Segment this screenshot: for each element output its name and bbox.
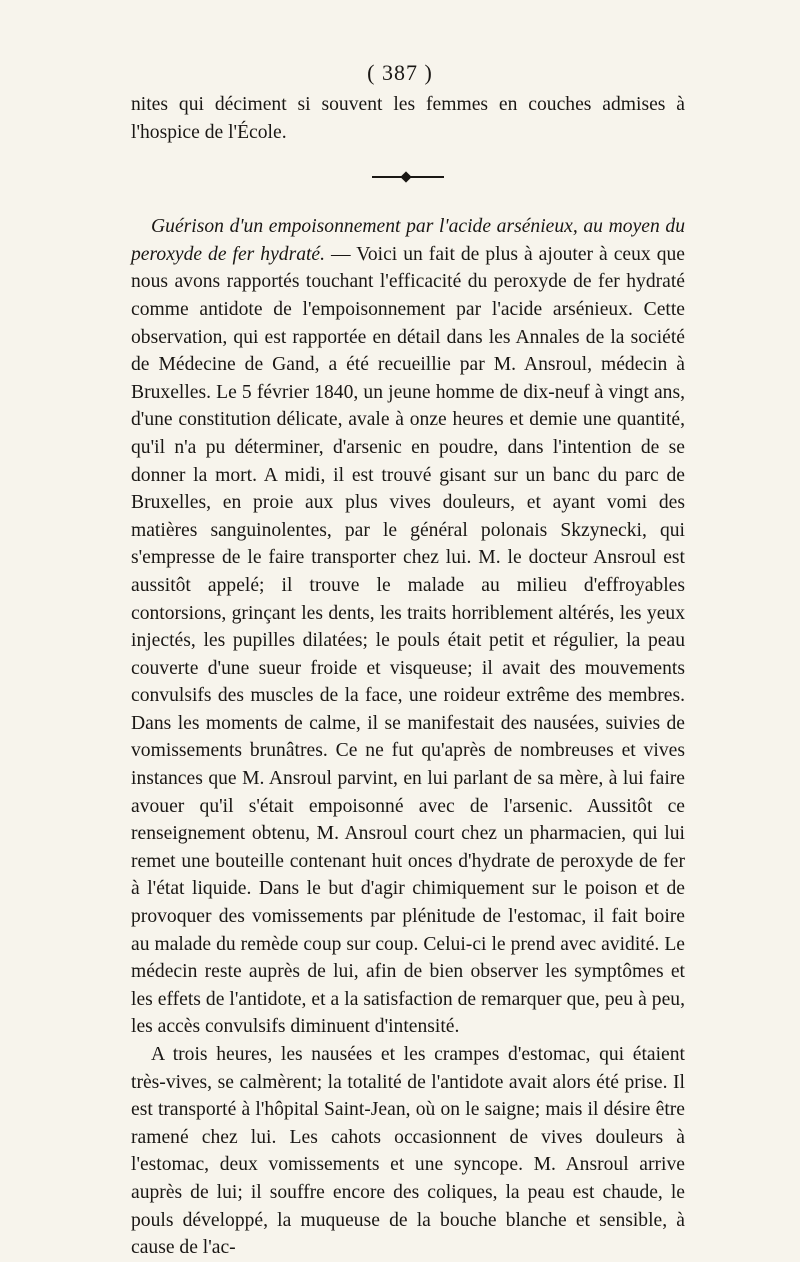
article-paragraph-1-text: Voici un fait de plus à ajouter à ceux que nous avons rapportés touchant l'efficacité du peroxyde de fer hydraté comme antidote de l'empoisonnement par l'acide arsénieux. Cette observation, qui est rapportée en détail dans les Annales de la société de Médecine de Gand, a été recueillie par M. Ansroul, médecin à Bruxelles. Le 5 février 1840, un jeune homme de dix-neuf à vingt ans, d'une constitution délicate, avale à onze heures et demie une quantité, qu'il n'a pu déterminer, d'arsenic en poudre, dans l'intention de se donner la mort. A midi, il est trouvé gisant sur un banc du parc de Bruxelles, en proie aux plus vives douleurs, et ayant vomi des matières sanguinolentes, par le général polonais Skzynecki, qui s'empresse de le faire transporter chez lui. M. le docteur Ansroul est aussitôt appelé; il trouve le malade au milieu d'effroyables contorsions, grinçant les dents, les traits horriblement altérés, les yeux injectés, les pupilles dilatées; le pouls était petit et régulier, la peau couverte d'une sueur froide et visqueuse; il avait des mouvements convulsifs des muscles de la face, une roideur extrême des membres. Dans les moments de calme, il se manifestait des nausées, suivies de vomissements brunâtres. Ce ne fut qu'après de nombreuses et vives instances que M. Ansroul parvint, en lui parlant de sa mère, à lui faire avouer qu'il s'était empoisonné avec de l'arsenic. Aussitôt ce renseignement obtenu, M. Ansroul court chez un pharmacien, qui lui remet une bouteille contenant huit onces d'hydrate de peroxyde de fer à l'état liquide. Dans le but d'agir chimiquement sur le poison et de provoquer des vomissements par plénitude de l'estomac, il fait boire au malade du remède coup sur coup. Celui-ci le prend avec avidité. Le médecin reste auprès de lui, afin de bien observer les symptômes et les effets de l'antidote, et a la satisfaction de remarquer que, peu à peu, les accès convulsifs diminuent d'intensité. — [131, 243, 685, 1038]
title-dash: — — [325, 243, 357, 265]
section-separator — [372, 172, 444, 182]
article-paragraph-2: A trois heures, les nausées et les crampes d'estomac, qui étaient très-vives, se calmèrent; la totalité de l'antidote avait alors été prise. Il est transporté à l'hôpital Saint-Jean, où on le saigne; mais il désire être ramené chez lui. Les cahots occasionnent de vives douleurs à l'estomac, deux vomissements et une syncope. M. Ansroul arrive auprès de lui; il souffre encore des coliques, la peau est chaude, le pouls développé, la muqueuse de la bouche blanche et sensible, à cause de l'ac- — [131, 1044, 685, 1259]
separator-ornament-icon — [400, 172, 411, 183]
page-text — [131, 91, 685, 1262]
article-title: Guérison d'un empoisonnement par l'acide arsénieux, au moyen du peroxyde de fer hydraté. — [131, 216, 685, 265]
page-number: ( 387 ) — [367, 60, 433, 85]
article-paragraph-1 — [131, 213, 685, 1041]
previous-article-ending: nites qui déciment si souvent les femmes en couches admises à l'hospice de l'École. — [131, 94, 685, 143]
